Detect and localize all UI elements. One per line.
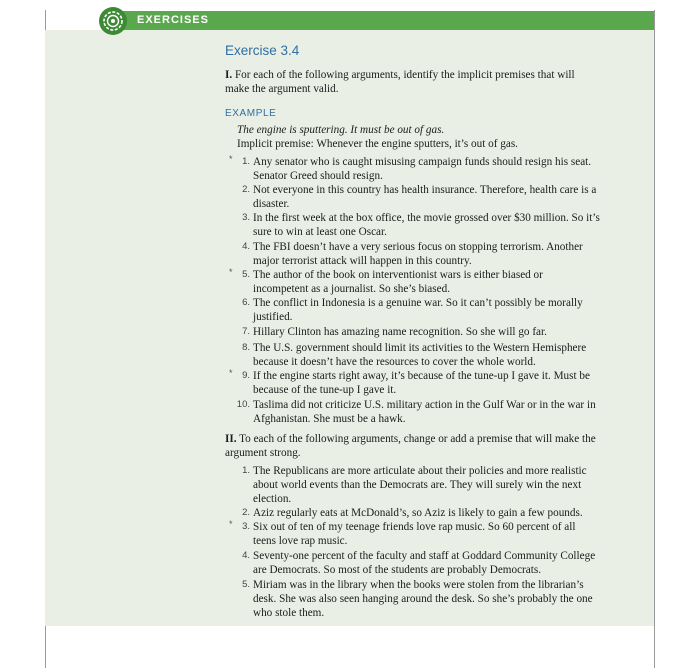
exercise-title: Exercise 3.4 [225,43,300,58]
example-answer: Implicit premise: Whenever the engine sputters, it’s out of gas. [237,138,518,150]
item-number: 3. [242,521,250,532]
item-number: 6. [242,297,250,308]
item-number: 2. [242,507,250,518]
item-text: Aziz regularly eats at McDonald’s, so Aziz is likely to gain a few pounds. [253,507,583,519]
part2-instruction-text: To each of the following arguments, change or add a premise that will make the argument strong. [225,433,596,459]
part2-instruction [225,432,601,460]
part1-instruction [225,68,601,96]
item-text: Seventy-one percent of the faculty and staff at Goddard Community College are Democrats. So most of the students are probably Democrats. [253,550,596,576]
item-text: Not everyone in this country has health insurance. Therefore, health care is a disaster. [253,184,597,210]
item-text: The Republicans are more articulate about their policies and more realistic about world events than the Democrats are. They will surely win the next election. [253,465,587,505]
exercises-header-label: EXERCISES [137,14,209,26]
item-text: Hillary Clinton has amazing name recognition. So she will go far. [253,326,547,338]
item-text: The U.S. government should limit its activities to the Western Hemisphere because it doesn’t have the resources to cover the whole world. [253,342,587,368]
item-number: 3. [242,212,250,223]
item-text: The conflict in Indonesia is a genuine war. So it can’t possibly be morally justified. [253,297,583,323]
item-number: 4. [242,241,250,252]
item-number: 7. [242,326,250,337]
item-text: Six out of ten of my teenage friends love rap music. So 60 percent of all teens love rap music. [253,521,576,547]
part2-numeral: II. [225,433,237,445]
starred-marker: * [229,368,233,378]
item-text: Miriam was in the library when the books were stolen from the librarian’s desk. She was also seen hanging around the desk. So she’s probably the one who stole them. [253,579,593,619]
item-text: If the engine starts right away, it’s because of the tune-up I gave it. Must be because of the tune-up I gave it. [253,370,590,396]
gear-badge-icon [99,7,127,35]
item-number: 2. [242,184,250,195]
starred-marker: * [229,267,233,277]
starred-marker: * [229,154,233,164]
item-number: 10. [236,399,250,410]
item-number: 9. [242,370,250,381]
item-text: Taslima did not criticize U.S. military action in the Gulf War or in the war in Afghanistan. She must be a hawk. [253,399,596,425]
example-label: EXAMPLE [225,108,277,119]
item-number: 4. [242,550,250,561]
example-argument: The engine is sputtering. It must be out of gas. [237,124,445,136]
item-text: Any senator who is caught misusing campaign funds should resign his seat. Senator Greed should resign. [253,156,592,182]
item-text: In the first week at the box office, the movie grossed over $30 million. So it’s sure to win at least one Oscar. [253,212,600,238]
item-number: 5. [242,579,250,590]
item-number: 5. [242,269,250,280]
item-number: 8. [242,342,250,353]
part1-instruction-text: For each of the following arguments, identify the implicit premises that will make the argument valid. [225,69,575,95]
part1-numeral: I. [225,69,233,81]
item-text: The author of the book on interventionist wars is either biased or incompetent as a journalist. So she’s biased. [253,269,543,295]
item-number: 1. [242,465,250,476]
starred-marker: * [229,519,233,529]
item-number: 1. [242,156,250,167]
item-text: The FBI doesn’t have a very serious focus on stopping terrorism. Another major terrorist attack will happen in this country. [253,241,583,267]
